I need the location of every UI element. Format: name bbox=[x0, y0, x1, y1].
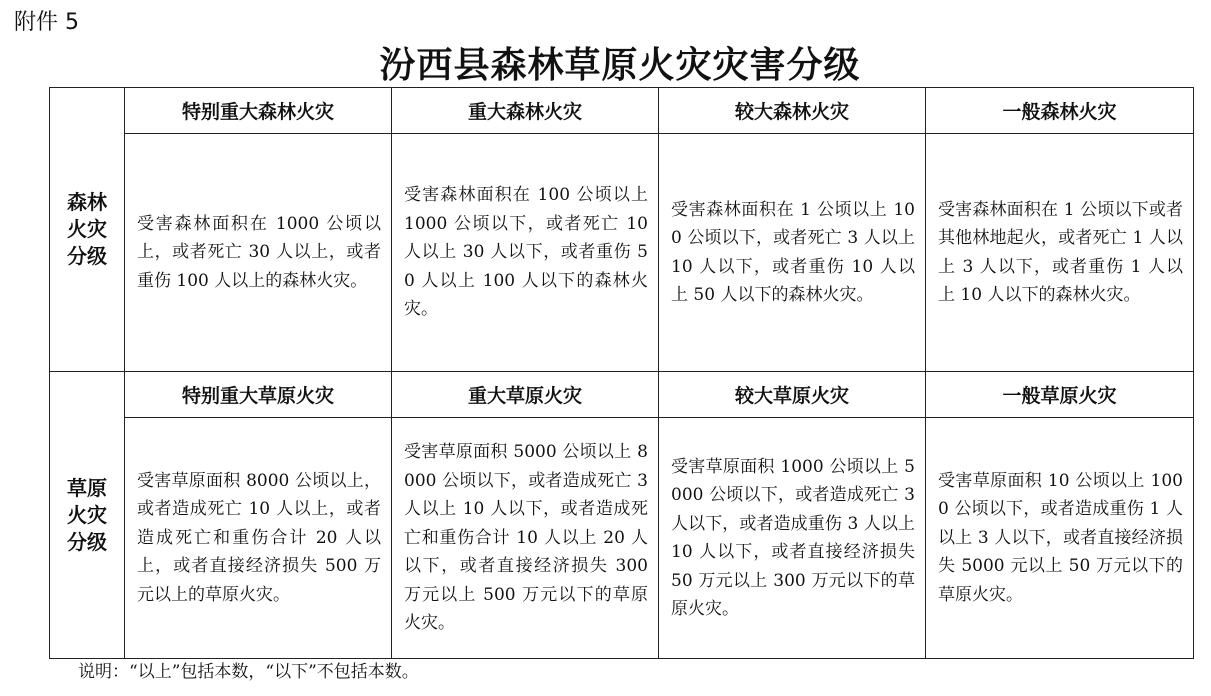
forest-level-description: 受害森林面积在 1 公顷以下或者其他林地起火，或者死亡 1 人以上 3 人以下，或者重伤 1 人以上 10 人以下的森林火灾。 bbox=[926, 134, 1194, 372]
fire-classification-table bbox=[49, 87, 1194, 659]
grassland-heading-row bbox=[50, 372, 1194, 418]
grassland-level-description: 受害草原面积 1000 公顷以上 5000 公顷以下，或者造成死亡 3 人以下，或者造成重伤 3 人以上 10 人以下，或者直接经济损失 50 万元以上 300 万元以下的草原火灾。 bbox=[659, 418, 926, 659]
grassland-level-heading: 一般草原火灾 bbox=[926, 372, 1194, 418]
forest-heading-row bbox=[50, 88, 1194, 134]
forest-category-label: 森林 火灾 分级 bbox=[50, 88, 125, 372]
grassland-category-label: 草原 火灾 分级 bbox=[50, 372, 125, 659]
forest-level-heading: 重大森林火灾 bbox=[392, 88, 659, 134]
forest-level-heading: 一般森林火灾 bbox=[926, 88, 1194, 134]
forest-level-heading: 特别重大森林火灾 bbox=[125, 88, 392, 134]
attachment-label: 附件 5 bbox=[14, 10, 79, 35]
grassland-level-description: 受害草原面积 8000 公顷以上，或者造成死亡 10 人以上，或者造成死亡和重伤合计 20 人以上，或者直接经济损失 500 万元以上的草原火灾。 bbox=[125, 418, 392, 659]
forest-level-description: 受害森林面积在 100 公顷以上 1000 公顷以下，或者死亡 10 人以上 30 人以下，或者重伤 50 人以上 100 人以下的森林火灾。 bbox=[392, 134, 659, 372]
document-title: 汾西县森林草原火灾灾害分级 bbox=[379, 44, 861, 86]
grassland-description-row bbox=[50, 418, 1194, 659]
forest-level-heading: 较大森林火灾 bbox=[659, 88, 926, 134]
grassland-level-description: 受害草原面积 10 公顷以上 1000 公顷以下，或者造成重伤 1 人以上 3 人以下，或者直接经济损失 5000 元以上 50 万元以下的草原火灾。 bbox=[926, 418, 1194, 659]
footnote: 说明：“以上”包括本数，“以下”不包括本数。 bbox=[78, 662, 419, 682]
forest-level-description: 受害森林面积在 1000 公顷以上，或者死亡 30 人以上，或者重伤 100 人以上的森林火灾。 bbox=[125, 134, 392, 372]
grassland-level-description: 受害草原面积 5000 公顷以上 8000 公顷以下，或者造成死亡 3 人以上 10 人以下，或者造成死亡和重伤合计 10 人以上 20 人以下，或者直接经济损失 300 万元以上 500 万元以下的草原火灾。 bbox=[392, 418, 659, 659]
grassland-level-heading: 重大草原火灾 bbox=[392, 372, 659, 418]
forest-description-row bbox=[50, 134, 1194, 372]
grassland-level-heading: 较大草原火灾 bbox=[659, 372, 926, 418]
grassland-level-heading: 特别重大草原火灾 bbox=[125, 372, 392, 418]
forest-level-description: 受害森林面积在 1 公顷以上 100 公顷以下，或者死亡 3 人以上 10 人以下，或者重伤 10 人以上 50 人以下的森林火灾。 bbox=[659, 134, 926, 372]
